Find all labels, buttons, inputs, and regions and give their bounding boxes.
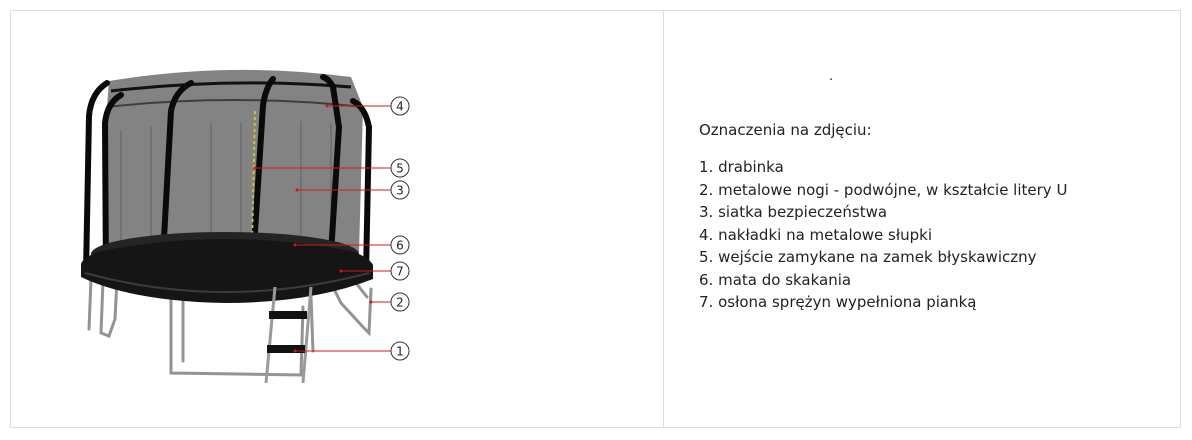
legend-item-pole-caps: 4. nakładki na metalowe słupki <box>699 225 933 244</box>
svg-text:7: 7 <box>396 264 404 279</box>
callout-7 <box>391 262 409 280</box>
svg-text:4: 4 <box>396 99 404 114</box>
stray-dot: . <box>829 69 834 84</box>
legend-heading: Oznaczenia na zdjęciu: <box>699 121 872 139</box>
trampoline-image-panel <box>11 11 663 427</box>
legend-item-metal-legs: 2. metalowe nogi - podwójne, w kształcie litery U <box>699 180 1068 199</box>
callout-5 <box>391 159 409 177</box>
legend-item-spring-pad: 7. osłona sprężyn wypełniona pianką <box>699 293 977 311</box>
svg-text:1: 1 <box>396 344 404 359</box>
callout-3 <box>391 181 409 199</box>
legend-item-jumping-mat: 6. mata do skakania <box>699 270 852 289</box>
svg-text:6: 6 <box>396 238 404 253</box>
callout-markers <box>391 97 409 360</box>
description-panel <box>664 11 1180 427</box>
legend-item-ladder: 1. drabinka <box>699 158 784 176</box>
callout-6 <box>391 236 409 254</box>
safety-net <box>106 70 363 257</box>
svg-text:2: 2 <box>396 295 404 310</box>
callout-4 <box>391 97 409 115</box>
legend-item-zipper-entrance: 5. wejście zamykane na zamek błyskawiczny <box>699 248 1037 266</box>
trampoline-illustration <box>11 11 663 427</box>
svg-text:3: 3 <box>396 183 404 198</box>
svg-text:5: 5 <box>396 161 404 176</box>
callout-1 <box>391 342 409 360</box>
spring-pad <box>81 239 373 303</box>
legend-item-safety-net: 3. siatka bezpieczeństwa <box>699 203 888 221</box>
ladder <box>266 287 311 383</box>
legend-list <box>699 156 1067 314</box>
callout-2 <box>391 293 409 311</box>
